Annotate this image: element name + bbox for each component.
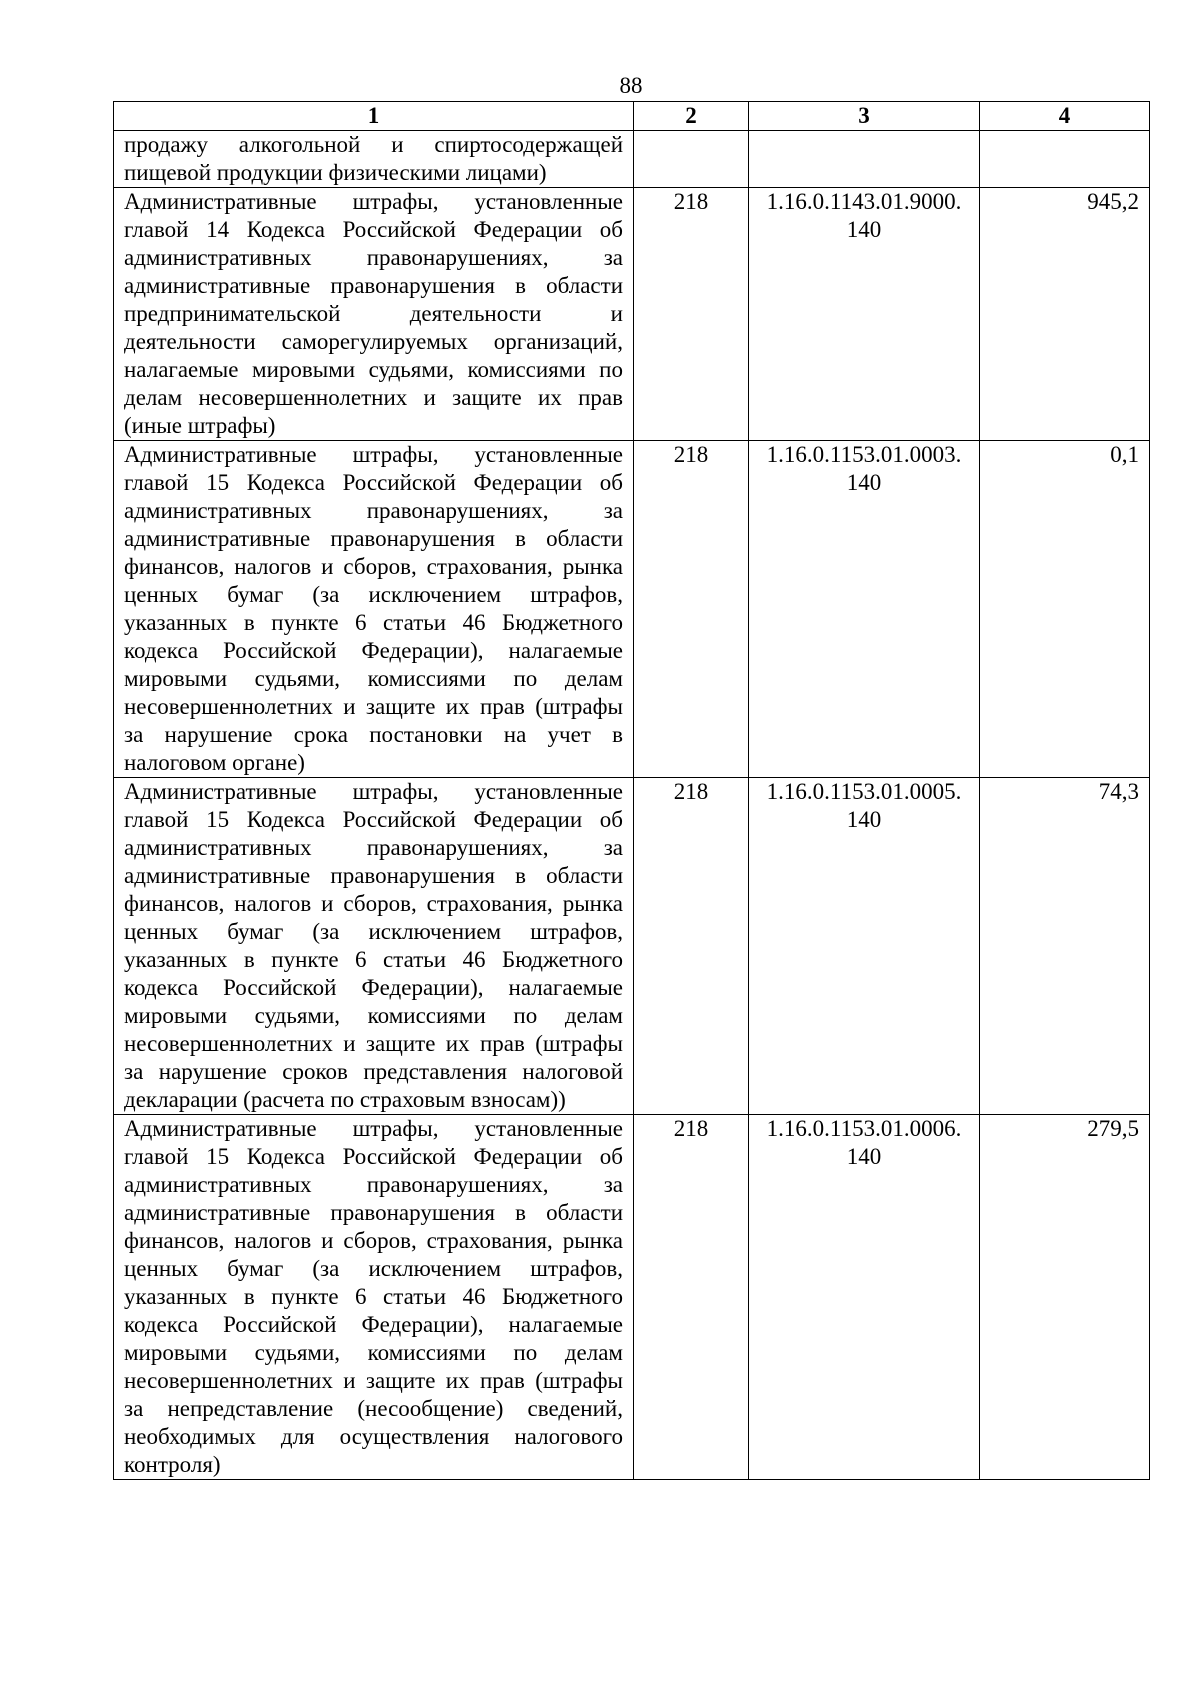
page-number: 88: [619, 73, 643, 98]
column-header-2: 2: [634, 102, 749, 131]
row-org-code: 218: [634, 441, 749, 778]
row-amount: 279,5: [980, 1115, 1150, 1480]
row-amount: 0,1: [980, 441, 1150, 778]
row-description: Административные штрафы, установленные главой 15 Кодекса Российской Федерации об административных правонарушениях, за административные правонарушения в области финансов, налогов и сборов, страхования, рынка ценных бумаг (за исключением штрафов, указанных в пункте 6 статьи 46 Бюджетного кодекса Российской Федерации), налагаемые мировыми судьями, комиссиями по делам несовершеннолетних и защите их прав (штрафы за непредставление (несообщение) сведений, необходимых для осуществления налогового контроля): [114, 1115, 634, 1480]
table-header-row: [114, 102, 1150, 131]
table-row: [114, 1115, 1150, 1480]
row-amount: [980, 131, 1150, 188]
table-row: [114, 131, 1150, 188]
row-org-code: 218: [634, 778, 749, 1115]
row-amount: 945,2: [980, 188, 1150, 441]
table-row: [114, 441, 1150, 778]
column-header-4: 4: [980, 102, 1150, 131]
row-kbk-code: 1.16.0.1143.01.9000. 140: [749, 188, 980, 441]
row-org-code: 218: [634, 188, 749, 441]
row-description: Административные штрафы, установленные главой 15 Кодекса Российской Федерации об административных правонарушениях, за административные правонарушения в области финансов, налогов и сборов, страхования, рынка ценных бумаг (за исключением штрафов, указанных в пункте 6 статьи 46 Бюджетного кодекса Российской Федерации), налагаемые мировыми судьями, комиссиями по делам несовершеннолетних и защите их прав (штрафы за нарушение срока постановки на учет в налоговом органе): [114, 441, 634, 778]
row-amount: 74,3: [980, 778, 1150, 1115]
row-description: Административные штрафы, установленные главой 14 Кодекса Российской Федерации об административных правонарушениях, за административные правонарушения в области предпринимательской деятельности и деятельности саморегулируемых организаций, налагаемые мировыми судьями, комиссиями по делам несовершеннолетних и защите их прав (иные штрафы): [114, 188, 634, 441]
row-org-code: [634, 131, 749, 188]
budget-revenue-table: [113, 101, 1150, 1480]
row-kbk-code: [749, 131, 980, 188]
table-row: [114, 188, 1150, 441]
row-description: продажу алкогольной и спиртосодержащей пищевой продукции физическими лицами): [114, 131, 634, 188]
row-description: Административные штрафы, установленные главой 15 Кодекса Российской Федерации об административных правонарушениях, за административные правонарушения в области финансов, налогов и сборов, страхования, рынка ценных бумаг (за исключением штрафов, указанных в пункте 6 статьи 46 Бюджетного кодекса Российской Федерации), налагаемые мировыми судьями, комиссиями по делам несовершеннолетних и защите их прав (штрафы за нарушение сроков представления налоговой декларации (расчета по страховым взносам)): [114, 778, 634, 1115]
row-kbk-code: 1.16.0.1153.01.0006. 140: [749, 1115, 980, 1480]
column-header-3: 3: [749, 102, 980, 131]
row-kbk-code: 1.16.0.1153.01.0005. 140: [749, 778, 980, 1115]
row-kbk-code: 1.16.0.1153.01.0003. 140: [749, 441, 980, 778]
table-row: [114, 778, 1150, 1115]
row-org-code: 218: [634, 1115, 749, 1480]
column-header-1: 1: [114, 102, 634, 131]
